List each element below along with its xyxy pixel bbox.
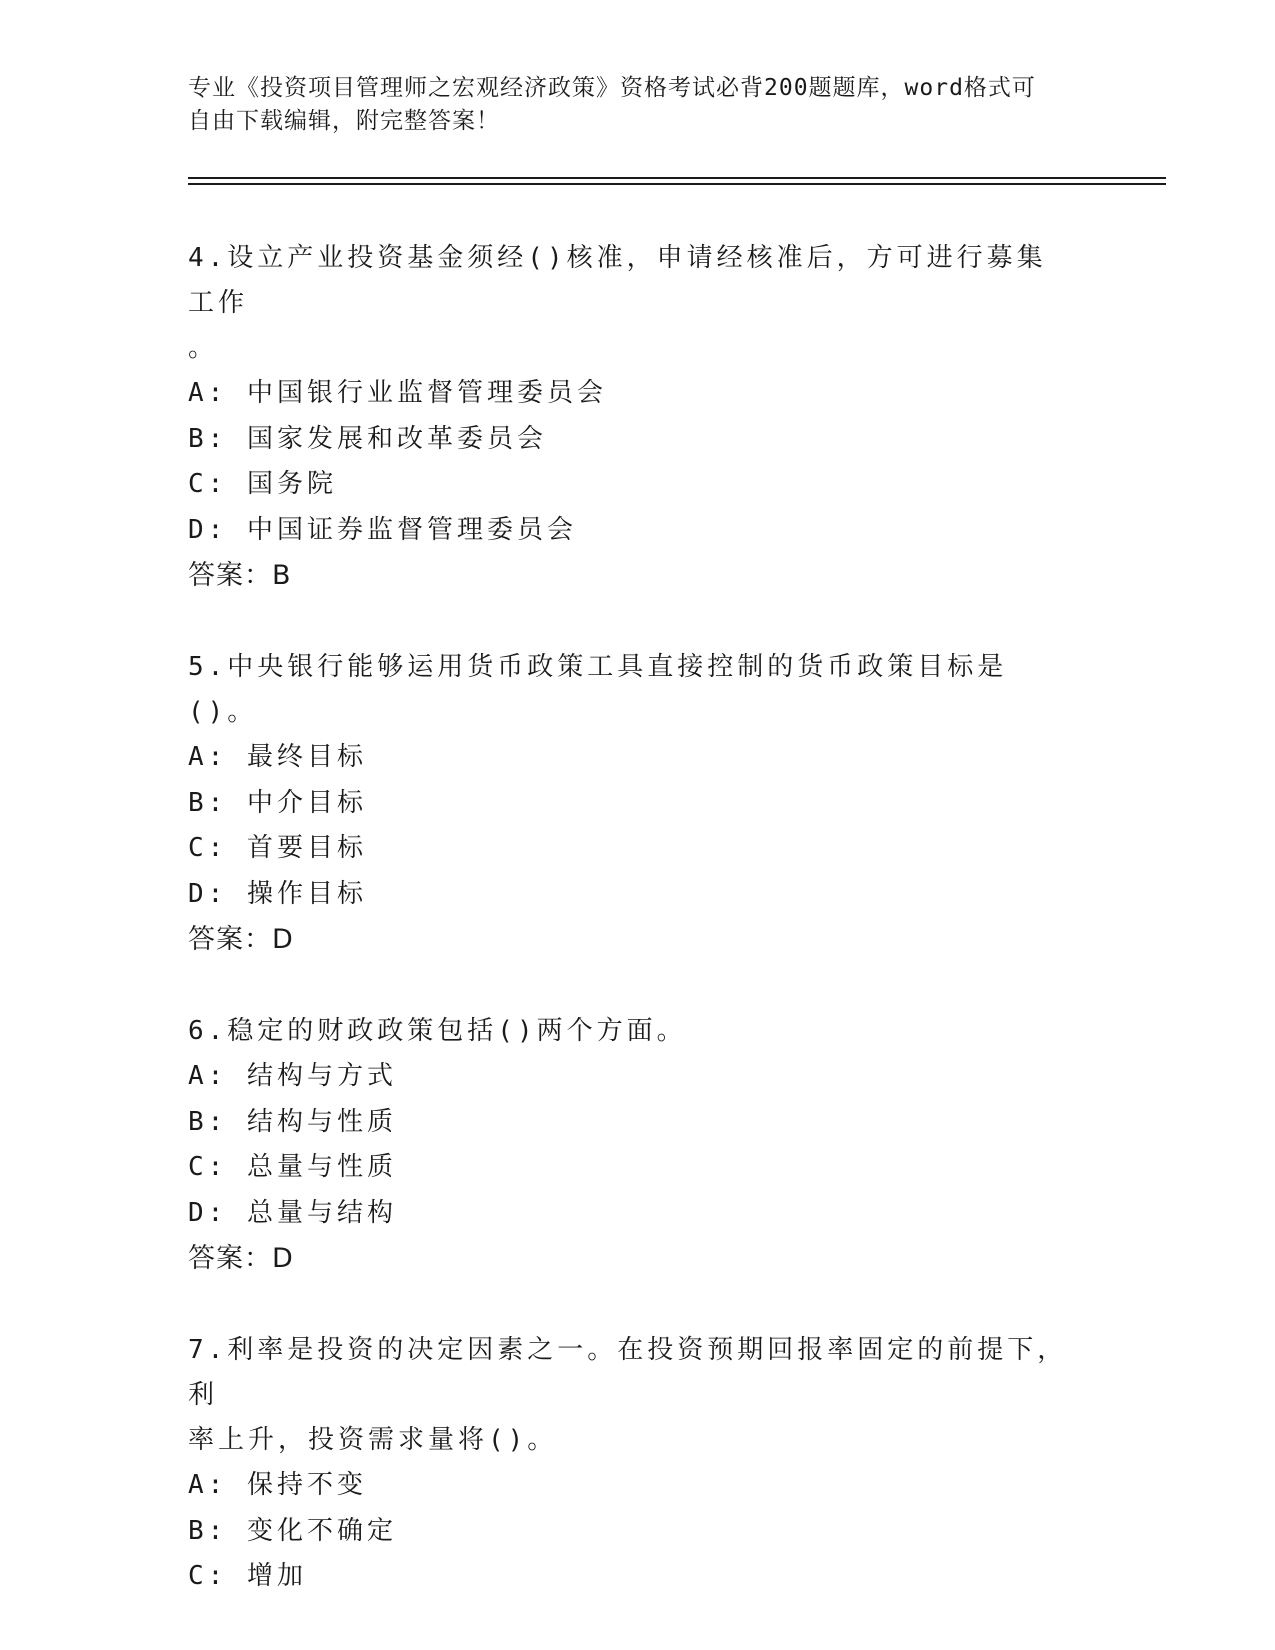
option-letter: C: — [188, 833, 228, 863]
header-line-1: 专业《投资项目管理师之宏观经济政策》资格考试必背200题题库，word格式可 — [188, 75, 1036, 101]
option-c — [188, 1554, 1068, 1600]
option-c — [188, 1145, 1068, 1191]
option-text: 操作目标 — [246, 878, 367, 909]
option-c — [188, 462, 1068, 508]
answer-line: 答案：D — [188, 1243, 294, 1274]
option-letter: C: — [188, 1152, 228, 1182]
option-d — [188, 508, 1068, 554]
option-letter: D: — [188, 514, 228, 545]
option-b — [188, 781, 1068, 827]
option-letter: D: — [188, 878, 228, 909]
option-text: 首要目标 — [246, 833, 367, 863]
option-letter: D: — [188, 1197, 228, 1228]
answer-line: 答案：B — [188, 560, 292, 591]
header-line-2: 自由下载编辑，附完整答案！ — [188, 108, 500, 134]
option-text: 总量与结构 — [246, 1197, 397, 1228]
option-text: 国务院 — [246, 469, 337, 499]
option-letter: A: — [188, 742, 228, 772]
option-letter: B: — [188, 423, 228, 454]
question-6 — [188, 1009, 1068, 1282]
option-letter: B: — [188, 1106, 228, 1137]
option-text: 增加 — [246, 1561, 307, 1591]
option-a — [188, 1463, 1068, 1509]
option-c — [188, 826, 1068, 872]
answer-line: 答案：D — [188, 924, 294, 955]
question-stem: 6.稳定的财政政策包括()两个方面。 — [188, 1016, 687, 1046]
option-b — [188, 1509, 1068, 1555]
option-d — [188, 1191, 1068, 1237]
option-letter: B: — [188, 1515, 228, 1546]
document-header — [188, 72, 1068, 138]
option-a — [188, 735, 1068, 781]
question-4 — [188, 236, 1068, 599]
header-rule-top — [188, 177, 1166, 179]
option-letter: A: — [188, 1470, 228, 1500]
question-stem: 4.设立产业投资基金须经()核准，申请经核准后，方可进行募集工作 。 — [188, 243, 1047, 363]
option-letter: A: — [188, 1061, 228, 1091]
option-text: 结构与方式 — [246, 1061, 397, 1091]
option-text: 最终目标 — [246, 742, 367, 772]
option-letter: C: — [188, 1561, 228, 1591]
option-letter: C: — [188, 469, 228, 499]
option-b — [188, 1100, 1068, 1146]
question-list — [188, 236, 1068, 1646]
option-text: 中国银行业监督管理委员会 — [246, 378, 607, 408]
question-5 — [188, 645, 1068, 963]
option-letter: A: — [188, 378, 228, 408]
option-a — [188, 1054, 1068, 1100]
option-text: 中国证券监督管理委员会 — [246, 514, 577, 545]
option-text: 结构与性质 — [246, 1106, 397, 1137]
option-b — [188, 417, 1068, 463]
option-letter: B: — [188, 787, 228, 818]
option-a — [188, 371, 1068, 417]
question-7 — [188, 1328, 1068, 1600]
question-stem: 5.中央银行能够运用货币政策工具直接控制的货币政策目标是()。 — [188, 652, 1008, 727]
option-text: 变化不确定 — [246, 1515, 397, 1546]
header-rule-bottom — [188, 183, 1166, 185]
option-text: 保持不变 — [246, 1470, 367, 1500]
question-stem: 7.利率是投资的决定因素之一。在投资预期回报率固定的前提下，利 率上升，投资需求量将()。 — [188, 1335, 1068, 1455]
option-text: 国家发展和改革委员会 — [246, 423, 547, 454]
option-text: 中介目标 — [246, 787, 367, 818]
option-d — [188, 872, 1068, 918]
option-text: 总量与性质 — [246, 1152, 397, 1182]
